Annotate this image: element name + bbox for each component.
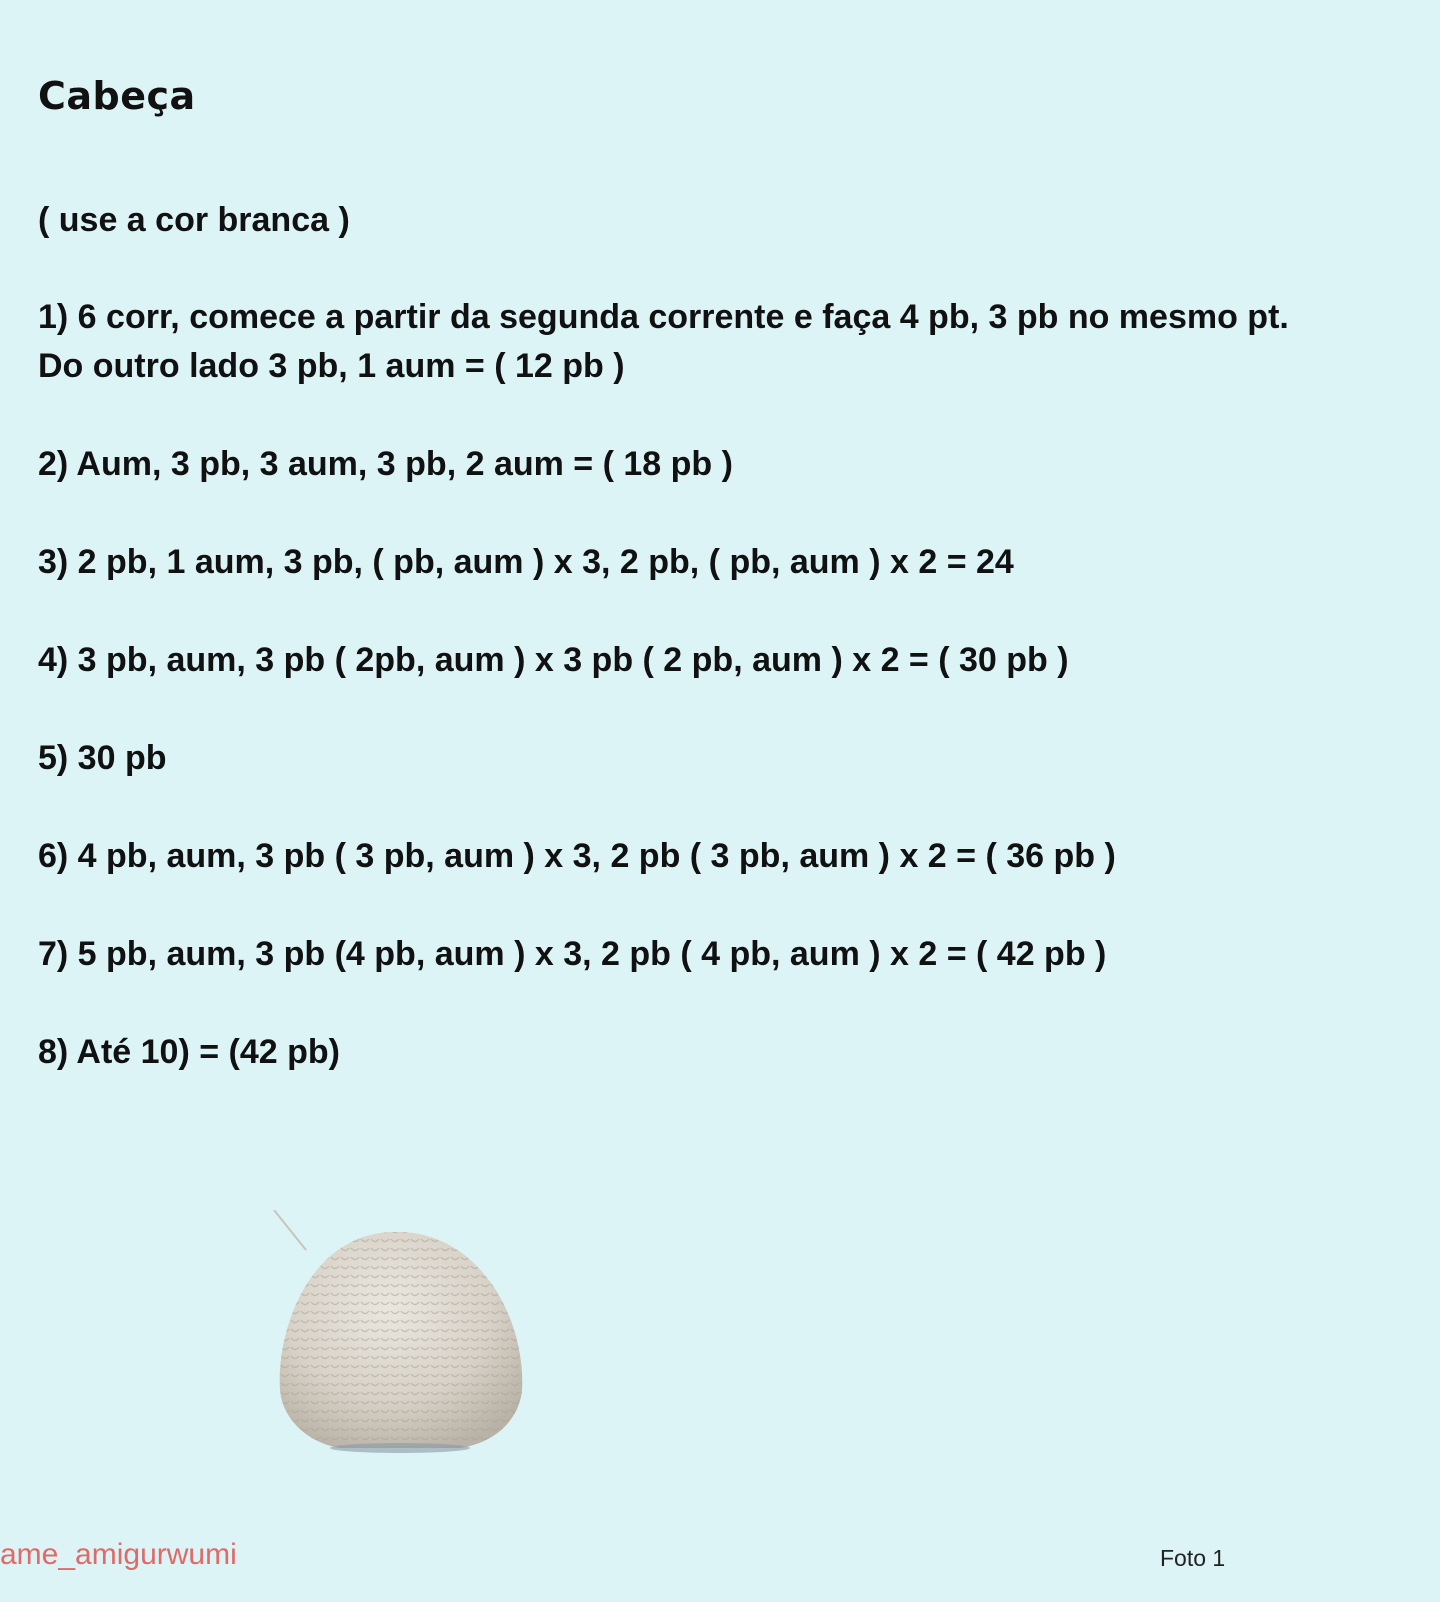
instruction-round-1: 1) 6 corr, comece a partir da segunda corrente e faça 4 pb, 3 pb no mesmo pt. [38,298,1289,336]
instruction-round-6: 6) 4 pb, aum, 3 pb ( 3 pb, aum ) x 3, 2 pb ( 3 pb, aum ) x 2 = ( 36 pb ) [38,837,1116,875]
instruction-round-1-continued: Do outro lado 3 pb, 1 aum = ( 12 pb ) [38,347,625,385]
instruction-round-4: 4) 3 pb, aum, 3 pb ( 2pb, aum ) x 3 pb ( 2 pb, aum ) x 2 = ( 30 pb ) [38,641,1069,679]
instruction-round-5: 5) 30 pb [38,739,167,777]
watermark: ame_amigurwumi [0,1538,237,1571]
photo-caption: Foto 1 [1160,1545,1226,1571]
instruction-color-note: ( use a cor branca ) [38,201,350,239]
instruction-round-8: 8) Até 10) = (42 pb) [38,1033,340,1071]
page-title: Cabeça [38,74,196,118]
instruction-round-2: 2) Aum, 3 pb, 3 aum, 3 pb, 2 aum = ( 18 pb ) [38,445,733,483]
crochet-head-photo [270,1210,532,1460]
instruction-round-7: 7) 5 pb, aum, 3 pb (4 pb, aum ) x 3, 2 pb ( 4 pb, aum ) x 2 = ( 42 pb ) [38,935,1107,973]
instruction-round-3: 3) 2 pb, 1 aum, 3 pb, ( pb, aum ) x 3, 2 pb, ( pb, aum ) x 2 = 24 [38,543,1014,581]
